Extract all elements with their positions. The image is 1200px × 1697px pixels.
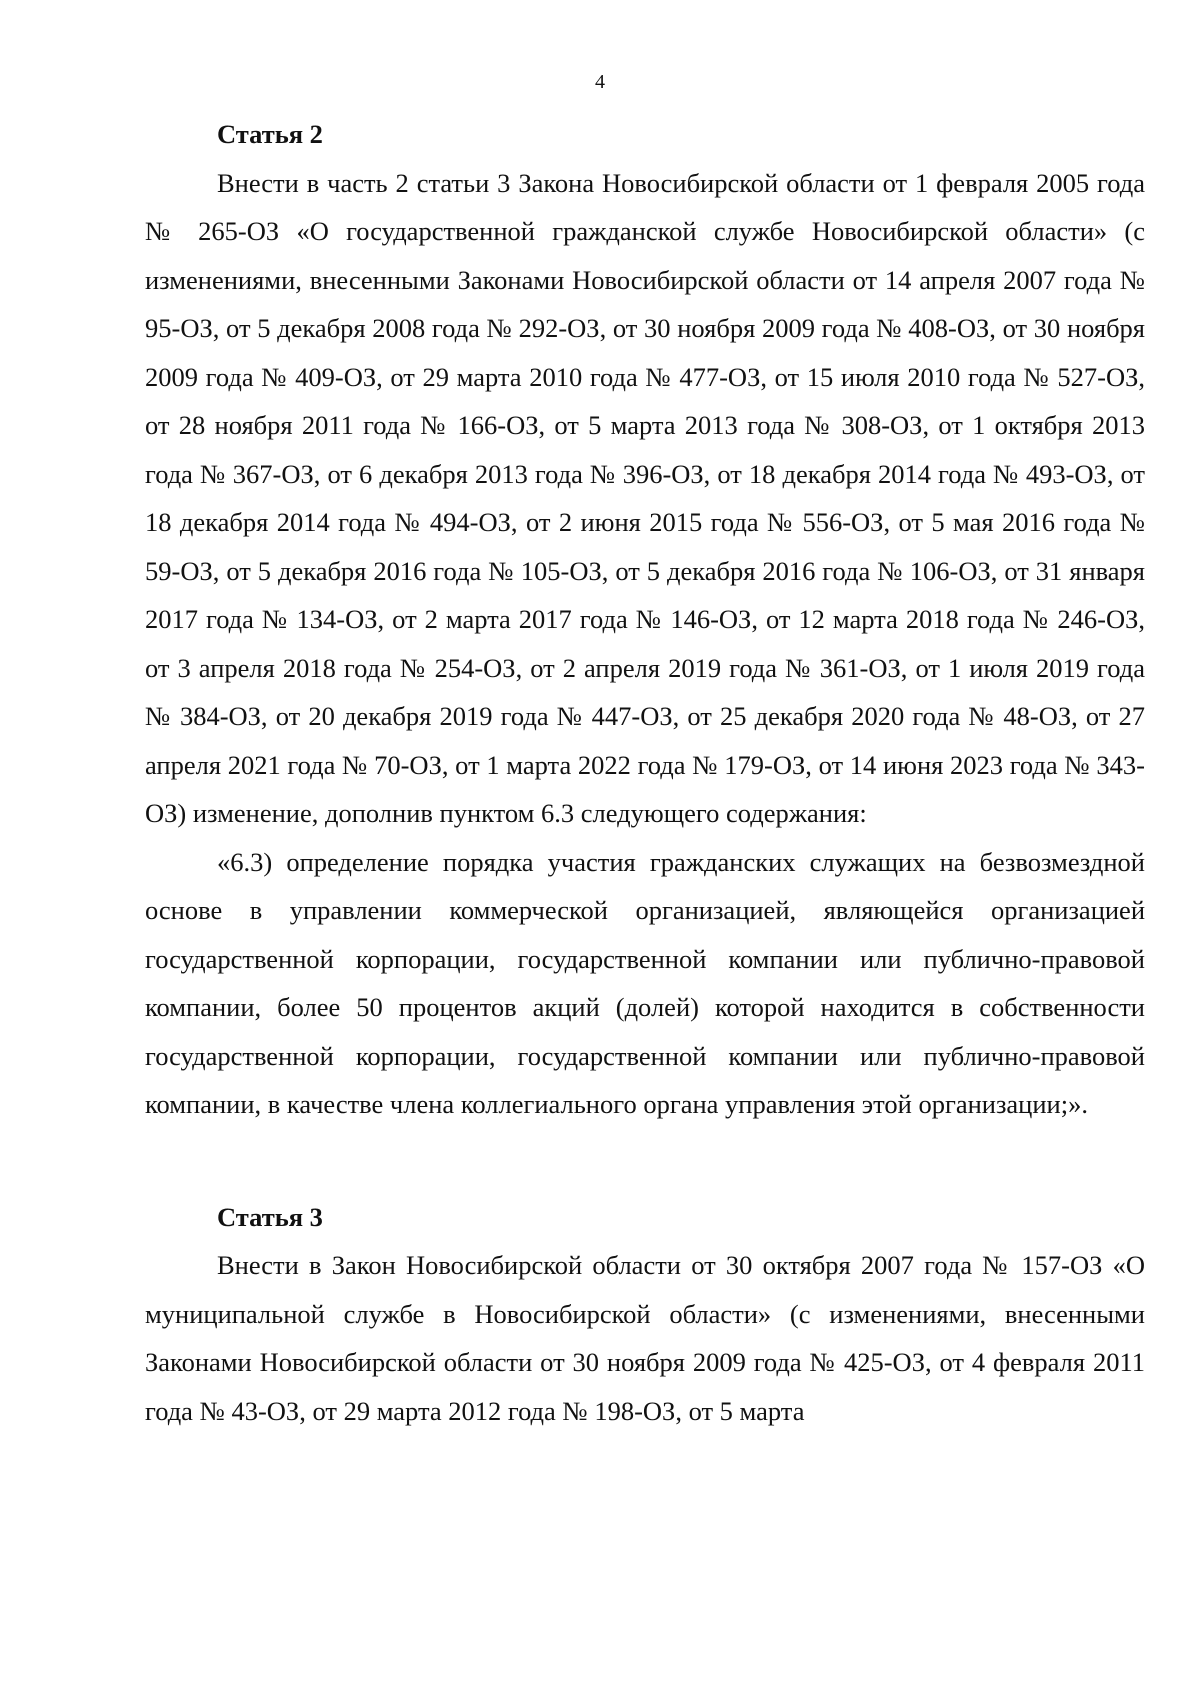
page-number: 4: [595, 71, 605, 93]
article-3: [145, 1193, 1145, 1436]
article-2: [145, 110, 1145, 1129]
article-2-heading: Статья 2: [217, 119, 323, 149]
section-spacer: [145, 1129, 1145, 1193]
article-3-paragraph-1: Внести в Закон Новосибирской области от 30 октября 2007 года № 157-ОЗ «О муниципальной службе в Новосибирской области» (с изменениями, внесенными Законами Новосибирской области от 30 ноября 2009 года № 425-ОЗ, от 4 февраля 2011 года № 43-ОЗ, от 29 марта 2012 года № 198-ОЗ, от 5 марта: [145, 1250, 1145, 1426]
article-2-paragraph-2: «6.3) определение порядка участия гражданских служащих на безвозмездной основе в управлении коммерческой организацией, являющейся организацией государственной корпорации, государственной компании или публично-правовой компании, более 50 процентов акций (долей) которой находится в собственности государственной корпорации, государственной компании или публично-правовой компании, в качестве члена коллегиального органа управления этой организации;».: [145, 846, 1145, 1119]
article-2-paragraph-1: Внести в часть 2 статьи 3 Закона Новосибирской области от 1 февраля 2005 года № 265-ОЗ «О государственной гражданской службе Новосибирской области» (с изменениями, внесенными Законами Новосибирской области от 14 апреля 2007 года № 95-ОЗ, от 5 декабря 2008 года № 292-ОЗ, от 30 ноября 2009 года № 408-ОЗ, от 30 ноября 2009 года № 409-ОЗ, от 29 марта 2010 года № 477-ОЗ, от 15 июля 2010 года № 527-ОЗ, от 28 ноября 2011 года № 166-ОЗ, от 5 марта 2013 года № 308-ОЗ, от 1 октября 2013 года № 367-ОЗ, от 6 декабря 2013 года № 396-ОЗ, от 18 декабря 2014 года № 493-ОЗ, от 18 декабря 2014 года № 494-ОЗ, от 2 июня 2015 года № 556-ОЗ, от 5 мая 2016 года № 59-ОЗ, от 5 декабря 2016 года № 105-ОЗ, от 5 декабря 2016 года № 106-ОЗ, от 31 января 2017 года № 134-ОЗ, от 2 марта 2017 года № 146-ОЗ, от 12 марта 2018 года № 246-ОЗ, от 3 апреля 2018 года № 254-ОЗ, от 2 апреля 2019 года № 361-ОЗ, от 1 июля 2019 года № 384-ОЗ, от 20 декабря 2019 года № 447-ОЗ, от 25 декабря 2020 года № 48-ОЗ, от 27 апреля 2021 года № 70-ОЗ, от 1 марта 2022 года № 179-ОЗ, от 14 июня 2023 года № 343-ОЗ) изменение, дополнив пунктом 6.3 следующего содержания:: [145, 167, 1145, 828]
article-3-heading: Статья 3: [217, 1201, 323, 1232]
document-body: [145, 110, 1145, 1435]
